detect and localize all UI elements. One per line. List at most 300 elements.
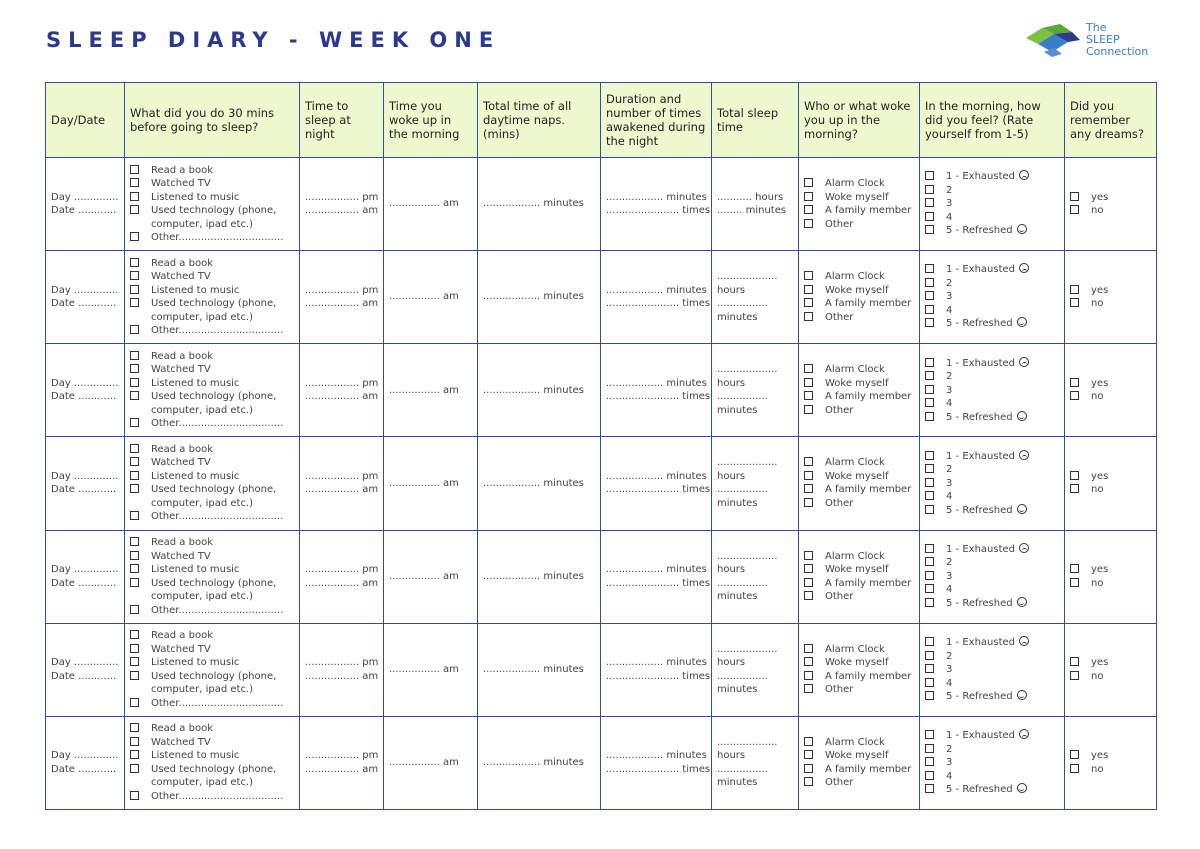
checkbox-icon[interactable] [925, 212, 934, 221]
checkbox-icon[interactable] [130, 378, 139, 387]
sleep-pm-field[interactable]: ................. pm [305, 564, 379, 576]
dream-option[interactable]: no [1070, 483, 1151, 497]
checkbox-icon[interactable] [925, 637, 934, 646]
feel-option[interactable]: 3 [925, 290, 1059, 304]
dream-option[interactable]: no [1070, 670, 1151, 684]
checkbox-icon[interactable] [130, 165, 139, 174]
sleep-pm-field[interactable]: ................. pm [305, 470, 379, 482]
woke-option[interactable]: A family member [804, 297, 914, 311]
checkbox-icon[interactable] [1070, 671, 1079, 680]
checkbox-icon[interactable] [804, 298, 813, 307]
checkbox-icon[interactable] [804, 391, 813, 400]
awake-minutes-field[interactable]: .................. minutes [606, 284, 707, 296]
checkbox-icon[interactable] [130, 351, 139, 360]
woke-am-field[interactable]: ................ am [389, 757, 459, 769]
awake-times-field[interactable]: ....................... times [606, 763, 711, 775]
feel-option[interactable]: 3 [925, 477, 1059, 491]
checkbox-icon[interactable] [804, 364, 813, 373]
date-field[interactable]: Date ............ [51, 577, 117, 589]
checkbox-icon[interactable] [925, 757, 934, 766]
day-field[interactable]: Day .............. [51, 564, 119, 576]
dream-option[interactable]: yes [1070, 656, 1151, 670]
total-minutes-dots[interactable]: ................ [717, 763, 768, 775]
total-hours-dots[interactable]: ................... [717, 736, 778, 748]
activity-option[interactable]: Listened to music [130, 656, 294, 670]
checkbox-icon[interactable] [804, 737, 813, 746]
checkbox-icon[interactable] [925, 664, 934, 673]
checkbox-icon[interactable] [804, 498, 813, 507]
woke-option[interactable]: A family member [804, 483, 914, 497]
sleep-am-field[interactable]: ................. am [305, 577, 379, 589]
woke-option[interactable]: Other [804, 497, 914, 511]
checkbox-icon[interactable] [130, 232, 139, 241]
checkbox-icon[interactable] [804, 644, 813, 653]
checkbox-icon[interactable] [925, 544, 934, 553]
naps-field[interactable]: .................. minutes [483, 757, 584, 769]
checkbox-icon[interactable] [1070, 192, 1079, 201]
woke-option[interactable]: Other [804, 404, 914, 418]
woke-option[interactable]: Other [804, 218, 914, 232]
date-field[interactable]: Date ............ [51, 391, 117, 403]
date-field[interactable]: Date ............ [51, 763, 117, 775]
checkbox-icon[interactable] [130, 205, 139, 214]
checkbox-icon[interactable] [1070, 391, 1079, 400]
total-minutes-dots[interactable]: ................ [717, 298, 768, 310]
activity-option[interactable]: Used technology (phone, [130, 297, 294, 311]
checkbox-icon[interactable] [130, 418, 139, 427]
woke-option[interactable]: Other [804, 776, 914, 790]
activity-option[interactable]: Used technology (phone, [130, 390, 294, 404]
checkbox-icon[interactable] [804, 178, 813, 187]
checkbox-icon[interactable] [804, 564, 813, 573]
day-field[interactable]: Day .............. [51, 377, 119, 389]
total-minutes-dots[interactable]: ................ [717, 670, 768, 682]
activity-option[interactable]: Listened to music [130, 749, 294, 763]
feel-option[interactable]: 2 [925, 370, 1059, 384]
checkbox-icon[interactable] [925, 291, 934, 300]
feel-option[interactable]: 5 - Refreshed [925, 690, 1059, 704]
checkbox-icon[interactable] [1070, 657, 1079, 666]
total-minutes-dots[interactable]: ................ [717, 577, 768, 589]
feel-option[interactable]: 4 [925, 677, 1059, 691]
checkbox-icon[interactable] [925, 171, 934, 180]
checkbox-icon[interactable] [925, 584, 934, 593]
naps-field[interactable]: .................. minutes [483, 664, 584, 676]
naps-field[interactable]: .................. minutes [483, 198, 584, 210]
woke-option[interactable]: Woke myself [804, 749, 914, 763]
activity-option[interactable]: Watched TV [130, 456, 294, 470]
feel-option[interactable]: 5 - Refreshed [925, 504, 1059, 518]
checkbox-icon[interactable] [804, 764, 813, 773]
total-hours-dots[interactable]: ................... [717, 271, 778, 283]
activity-option[interactable]: Read a book [130, 257, 294, 271]
activity-option[interactable]: Read a book [130, 443, 294, 457]
date-field[interactable]: Date ............ [51, 205, 117, 217]
checkbox-icon[interactable] [130, 192, 139, 201]
checkbox-icon[interactable] [804, 578, 813, 587]
checkbox-icon[interactable] [130, 537, 139, 546]
checkbox-icon[interactable] [1070, 298, 1079, 307]
feel-option[interactable]: 3 [925, 570, 1059, 584]
dream-option[interactable]: no [1070, 577, 1151, 591]
woke-option[interactable]: Alarm Clock [804, 550, 914, 564]
checkbox-icon[interactable] [804, 471, 813, 480]
activity-option[interactable]: Read a book [130, 629, 294, 643]
checkbox-icon[interactable] [925, 571, 934, 580]
total-hours-dots[interactable]: ................... [717, 643, 778, 655]
checkbox-icon[interactable] [804, 657, 813, 666]
checkbox-icon[interactable] [130, 457, 139, 466]
checkbox-icon[interactable] [804, 551, 813, 560]
activity-option[interactable]: Listened to music [130, 470, 294, 484]
day-field[interactable]: Day .............. [51, 470, 119, 482]
sleep-pm-field[interactable]: ................. pm [305, 750, 379, 762]
checkbox-icon[interactable] [804, 777, 813, 786]
checkbox-icon[interactable] [804, 684, 813, 693]
smiley-face-icon [1017, 597, 1027, 607]
feel-option[interactable]: 4 [925, 211, 1059, 225]
day-field[interactable]: Day .............. [51, 657, 119, 669]
checkbox-icon[interactable] [130, 471, 139, 480]
woke-am-field[interactable]: ................ am [389, 384, 459, 396]
checkbox-icon[interactable] [804, 484, 813, 493]
checkbox-icon[interactable] [804, 205, 813, 214]
wake-time-cell [384, 530, 478, 623]
feel-option[interactable]: 2 [925, 184, 1059, 198]
woke-option[interactable]: Woke myself [804, 191, 914, 205]
awake-minutes-field[interactable]: .................. minutes [606, 564, 707, 576]
checkbox-icon[interactable] [130, 671, 139, 680]
total-minutes-field[interactable]: ........ minutes [717, 205, 787, 217]
checkbox-icon[interactable] [925, 198, 934, 207]
checkbox-icon[interactable] [1070, 764, 1079, 773]
checkbox-icon[interactable] [925, 278, 934, 287]
activity-option[interactable]: Read a book [130, 722, 294, 736]
naps-field[interactable]: .................. minutes [483, 570, 584, 582]
checkbox-icon[interactable] [925, 491, 934, 500]
checkbox-icon[interactable] [130, 564, 139, 573]
dream-option[interactable]: no [1070, 763, 1151, 777]
woke-option[interactable]: Woke myself [804, 656, 914, 670]
feel-option[interactable]: 3 [925, 384, 1059, 398]
feel-option[interactable]: 2 [925, 743, 1059, 757]
activity-option[interactable]: Watched TV [130, 363, 294, 377]
activity-option[interactable]: Watched TV [130, 736, 294, 750]
awake-minutes-field[interactable]: .................. minutes [606, 750, 707, 762]
checkbox-icon[interactable] [130, 723, 139, 732]
checkbox-icon[interactable] [925, 305, 934, 314]
checkbox-icon[interactable] [925, 371, 934, 380]
activity-option[interactable]: Watched TV [130, 177, 294, 191]
feel-option[interactable]: 1 - Exhausted [925, 170, 1059, 184]
checkbox-icon[interactable] [130, 285, 139, 294]
activity-option[interactable]: Read a book [130, 536, 294, 550]
day-field[interactable]: Day .............. [51, 750, 119, 762]
activity-option[interactable]: Other................................. [130, 417, 294, 431]
sleep-am-field[interactable]: ................. am [305, 205, 379, 217]
feel-option[interactable]: 5 - Refreshed [925, 317, 1059, 331]
feel-option[interactable]: 4 [925, 490, 1059, 504]
activity-option[interactable]: Used technology (phone, [130, 577, 294, 591]
awake-minutes-field[interactable]: .................. minutes [606, 470, 707, 482]
checkbox-icon[interactable] [925, 784, 934, 793]
checkbox-icon[interactable] [925, 478, 934, 487]
checkbox-icon[interactable] [925, 598, 934, 607]
feel-option[interactable]: 1 - Exhausted [925, 450, 1059, 464]
date-field[interactable]: Date ............ [51, 484, 117, 496]
awake-times-field[interactable]: ....................... times [606, 205, 711, 217]
checkbox-icon[interactable] [130, 444, 139, 453]
woke-option[interactable]: Other [804, 311, 914, 325]
woke-option[interactable]: A family member [804, 390, 914, 404]
checkbox-icon[interactable] [925, 451, 934, 460]
feel-option[interactable]: 2 [925, 650, 1059, 664]
checkbox-icon[interactable] [925, 185, 934, 194]
total-hours-dots[interactable]: ................... [717, 364, 778, 376]
activity-option[interactable]: Listened to music [130, 563, 294, 577]
activity-option[interactable]: Listened to music [130, 284, 294, 298]
dream-option[interactable]: no [1070, 297, 1151, 311]
checkbox-icon[interactable] [804, 312, 813, 321]
checkbox-icon[interactable] [130, 511, 139, 520]
checkbox-icon[interactable] [1070, 484, 1079, 493]
woke-option[interactable]: Woke myself [804, 377, 914, 391]
feel-option[interactable]: 3 [925, 663, 1059, 677]
feel-option[interactable]: 5 - Refreshed [925, 224, 1059, 238]
dream-option[interactable]: yes [1070, 284, 1151, 298]
feel-option[interactable]: 3 [925, 197, 1059, 211]
naps-field[interactable]: .................. minutes [483, 384, 584, 396]
woke-option[interactable]: Other [804, 590, 914, 604]
sleep-am-field[interactable]: ................. am [305, 670, 379, 682]
naps-field[interactable]: .................. minutes [483, 291, 584, 303]
woke-option[interactable]: Other [804, 683, 914, 697]
feel-option[interactable]: 4 [925, 304, 1059, 318]
checkbox-icon[interactable] [804, 457, 813, 466]
feel-option[interactable]: 1 - Exhausted [925, 357, 1059, 371]
activity-option[interactable]: Used technology (phone, [130, 204, 294, 218]
sleep-am-field[interactable]: ................. am [305, 391, 379, 403]
sleep-am-field[interactable]: ................. am [305, 763, 379, 775]
dream-option[interactable]: yes [1070, 191, 1151, 205]
feel-option[interactable]: 1 - Exhausted [925, 543, 1059, 557]
checkbox-icon[interactable] [925, 464, 934, 473]
checkbox-icon[interactable] [130, 750, 139, 759]
woke-option[interactable]: A family member [804, 670, 914, 684]
sleep-time-cell [300, 344, 384, 437]
activity-option[interactable]: Other................................. [130, 697, 294, 711]
checkbox-icon[interactable] [130, 737, 139, 746]
woke-option[interactable]: Woke myself [804, 470, 914, 484]
checkbox-icon[interactable] [925, 505, 934, 514]
activity-option[interactable]: Read a book [130, 164, 294, 178]
checkbox-icon[interactable] [130, 698, 139, 707]
checkbox-icon[interactable] [130, 578, 139, 587]
checkbox-icon[interactable] [925, 771, 934, 780]
activity-option[interactable]: Other................................. [130, 790, 294, 804]
day-field[interactable]: Day .............. [51, 191, 119, 203]
checkbox-icon[interactable] [130, 605, 139, 614]
checkbox-icon[interactable] [925, 691, 934, 700]
awake-times-field[interactable]: ....................... times [606, 670, 711, 682]
checkbox-icon[interactable] [130, 644, 139, 653]
checkbox-icon[interactable] [925, 398, 934, 407]
dream-option[interactable]: no [1070, 390, 1151, 404]
checkbox-icon[interactable] [925, 358, 934, 367]
checkbox-icon[interactable] [130, 630, 139, 639]
awake-minutes-field[interactable]: .................. minutes [606, 377, 707, 389]
sleep-pm-field[interactable]: ................. pm [305, 191, 379, 203]
checkbox-icon[interactable] [130, 657, 139, 666]
activity-option[interactable]: Watched TV [130, 270, 294, 284]
checkbox-icon[interactable] [804, 671, 813, 680]
woke-option[interactable]: Alarm Clock [804, 363, 914, 377]
woke-option[interactable]: A family member [804, 763, 914, 777]
woke-option[interactable]: Woke myself [804, 284, 914, 298]
total-minutes-dots[interactable]: ................ [717, 391, 768, 403]
woke-am-field[interactable]: ................ am [389, 291, 459, 303]
checkbox-icon[interactable] [925, 385, 934, 394]
woke-option[interactable]: Alarm Clock [804, 177, 914, 191]
checkbox-icon[interactable] [130, 258, 139, 267]
checkbox-icon[interactable] [130, 364, 139, 373]
dream-option[interactable]: yes [1070, 563, 1151, 577]
awake-minutes-field[interactable]: .................. minutes [606, 191, 707, 203]
checkbox-icon[interactable] [804, 591, 813, 600]
checkbox-icon[interactable] [130, 271, 139, 280]
woke-option[interactable]: Alarm Clock [804, 270, 914, 284]
date-field[interactable]: Date ............ [51, 298, 117, 310]
activity-option[interactable]: Read a book [130, 350, 294, 364]
feeling-cell [920, 251, 1065, 344]
checkbox-icon[interactable] [1070, 564, 1079, 573]
woke-am-field[interactable]: ................ am [389, 570, 459, 582]
woke-option[interactable]: Woke myself [804, 563, 914, 577]
activity-option[interactable]: Other................................. [130, 604, 294, 618]
checkbox-icon[interactable] [925, 264, 934, 273]
dream-option[interactable]: yes [1070, 749, 1151, 763]
feel-option[interactable]: 1 - Exhausted [925, 729, 1059, 743]
sleep-am-field[interactable]: ................. am [305, 298, 379, 310]
total-hours-dots[interactable]: ................... [717, 550, 778, 562]
feel-option[interactable]: 5 - Refreshed [925, 597, 1059, 611]
woke-option[interactable]: A family member [804, 204, 914, 218]
feel-option[interactable]: 5 - Refreshed [925, 783, 1059, 797]
checkbox-icon[interactable] [130, 551, 139, 560]
date-field[interactable]: Date ............ [51, 670, 117, 682]
checkbox-icon[interactable] [130, 791, 139, 800]
checkbox-icon[interactable] [130, 178, 139, 187]
wake-time-cell [384, 251, 478, 344]
checkbox-icon[interactable] [925, 744, 934, 753]
dream-option[interactable]: no [1070, 204, 1151, 218]
checkbox-icon[interactable] [804, 192, 813, 201]
awake-times-field[interactable]: ....................... times [606, 484, 711, 496]
activity-option[interactable]: Other................................. [130, 510, 294, 524]
checkbox-icon[interactable] [925, 730, 934, 739]
activity-option[interactable]: Other................................. [130, 231, 294, 245]
checkbox-icon[interactable] [1070, 285, 1079, 294]
feel-option[interactable]: 4 [925, 397, 1059, 411]
feel-option[interactable]: 3 [925, 756, 1059, 770]
awake-minutes-field[interactable]: .................. minutes [606, 657, 707, 669]
feel-option[interactable]: 4 [925, 770, 1059, 784]
sleep-pm-field[interactable]: ................. pm [305, 377, 379, 389]
checkbox-icon[interactable] [925, 318, 934, 327]
woke-option[interactable]: Alarm Clock [804, 456, 914, 470]
checkbox-icon[interactable] [804, 405, 813, 414]
checkbox-icon[interactable] [1070, 471, 1079, 480]
checkbox-icon[interactable] [925, 412, 934, 421]
woke-am-field[interactable]: ................ am [389, 664, 459, 676]
checkbox-icon[interactable] [925, 678, 934, 687]
activity-option[interactable]: Listened to music [130, 377, 294, 391]
dream-option[interactable]: yes [1070, 470, 1151, 484]
checkbox-icon[interactable] [925, 651, 934, 660]
checkbox-icon[interactable] [804, 750, 813, 759]
feel-option[interactable]: 2 [925, 463, 1059, 477]
sleep-am-field[interactable]: ................. am [305, 484, 379, 496]
activity-option[interactable]: Watched TV [130, 643, 294, 657]
checkbox-icon[interactable] [130, 298, 139, 307]
activity-option[interactable]: Other................................. [130, 324, 294, 338]
checkbox-icon[interactable] [130, 325, 139, 334]
activity-option[interactable]: Watched TV [130, 550, 294, 564]
activity-option[interactable]: Listened to music [130, 191, 294, 205]
sleep-pm-field[interactable]: ................. pm [305, 284, 379, 296]
woke-option[interactable]: Alarm Clock [804, 736, 914, 750]
checkbox-icon[interactable] [1070, 750, 1079, 759]
woke-am-field[interactable]: ................ am [389, 198, 459, 210]
feel-option[interactable]: 1 - Exhausted [925, 636, 1059, 650]
total-hours-dots[interactable]: ................... [717, 457, 778, 469]
checkbox-icon[interactable] [130, 391, 139, 400]
checkbox-icon[interactable] [1070, 378, 1079, 387]
total-minutes-dots[interactable]: ................ [717, 484, 768, 496]
woke-option[interactable]: A family member [804, 577, 914, 591]
checkbox-icon[interactable] [804, 219, 813, 228]
feel-option[interactable]: 2 [925, 277, 1059, 291]
checkbox-icon[interactable] [130, 764, 139, 773]
woke-option[interactable]: Alarm Clock [804, 643, 914, 657]
checkbox-icon[interactable] [804, 285, 813, 294]
checkbox-icon[interactable] [1070, 578, 1079, 587]
sleep-pm-field[interactable]: ................. pm [305, 657, 379, 669]
activity-option[interactable]: Used technology (phone, [130, 763, 294, 777]
day-field[interactable]: Day .............. [51, 284, 119, 296]
awake-times-field[interactable]: ....................... times [606, 577, 711, 589]
awake-times-field[interactable]: ....................... times [606, 391, 711, 403]
checkbox-icon[interactable] [925, 225, 934, 234]
activity-option[interactable]: Used technology (phone, [130, 670, 294, 684]
activity-cell [125, 623, 300, 716]
feel-option[interactable]: 4 [925, 583, 1059, 597]
checkbox-icon[interactable] [130, 484, 139, 493]
feel-option[interactable]: 2 [925, 556, 1059, 570]
total-hours-field[interactable]: ........... hours [717, 191, 784, 203]
checkbox-icon[interactable] [1070, 205, 1079, 214]
dream-option[interactable]: yes [1070, 377, 1151, 391]
feel-option[interactable]: 1 - Exhausted [925, 263, 1059, 277]
woke-am-field[interactable]: ................ am [389, 477, 459, 489]
naps-field[interactable]: .................. minutes [483, 477, 584, 489]
feel-option[interactable]: 5 - Refreshed [925, 411, 1059, 425]
checkbox-icon[interactable] [804, 378, 813, 387]
awake-times-field[interactable]: ....................... times [606, 298, 711, 310]
checkbox-icon[interactable] [804, 271, 813, 280]
activity-option[interactable]: Used technology (phone, [130, 483, 294, 497]
checkbox-icon[interactable] [925, 557, 934, 566]
